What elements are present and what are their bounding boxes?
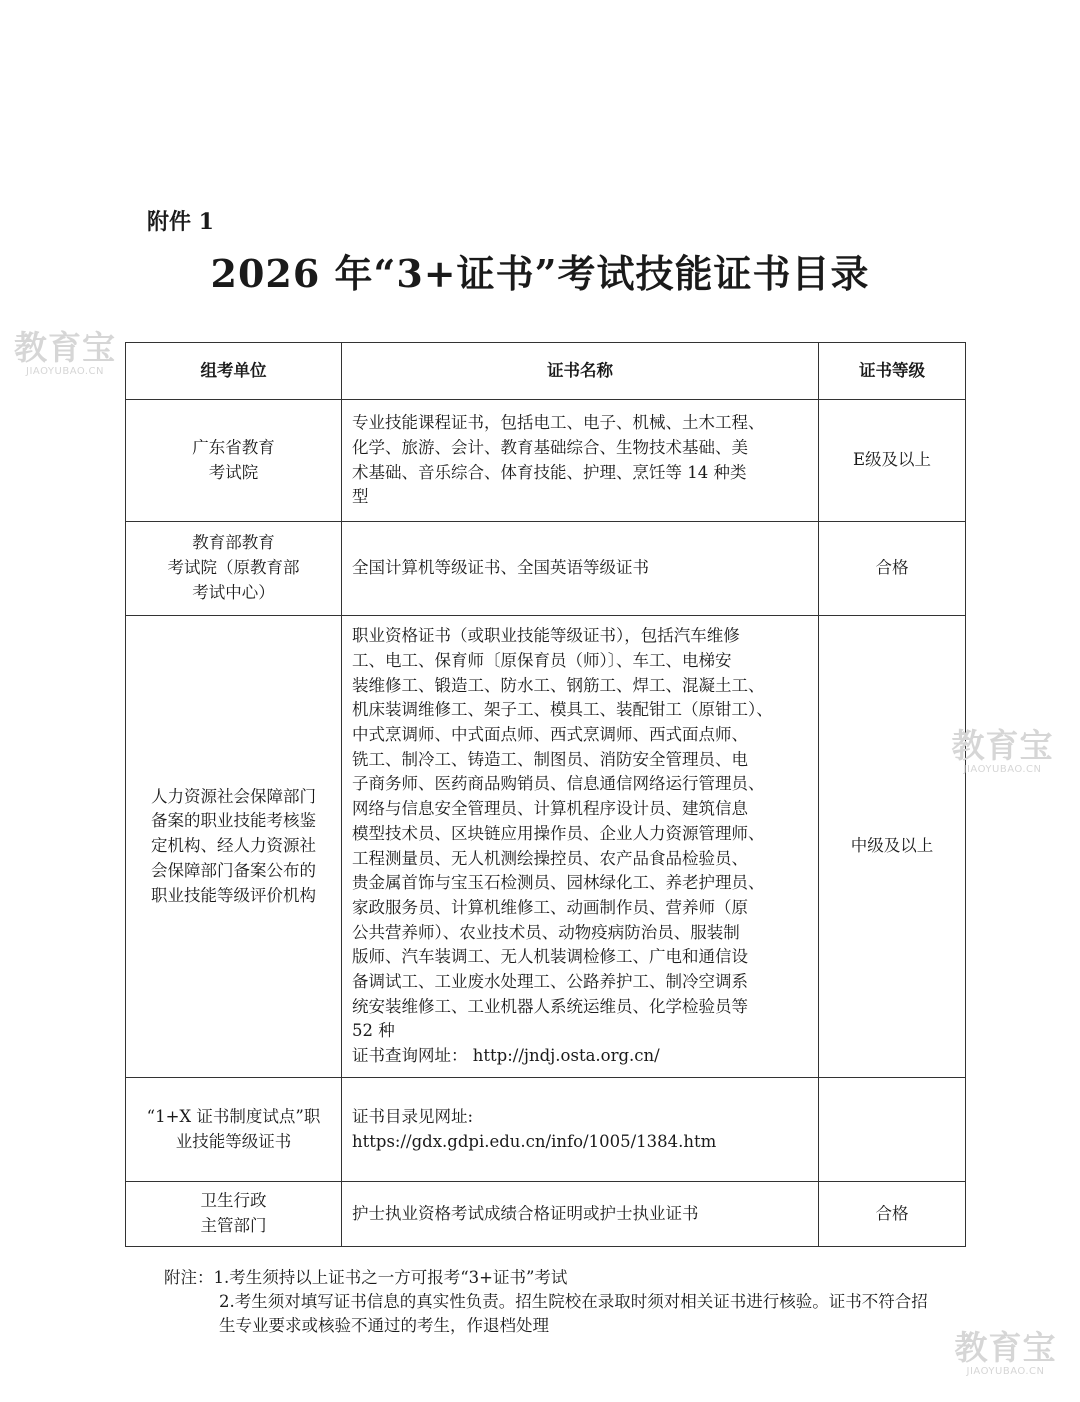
unit-line: 主管部门 [200,1216,267,1235]
unit-line: 教育部教育 [192,533,275,553]
cert-name-cell [342,1182,819,1247]
unit-line: 备案的职业技能考核鉴 [151,811,316,831]
unit-cell [126,616,342,1078]
watermark-logo [940,728,1065,776]
certificate-table [125,342,966,1247]
table-row [126,1182,966,1247]
watermark-logo [0,330,130,378]
cert-name-cell [342,522,819,616]
cert-level-cell: 中级及以上 [819,616,966,1078]
cert-name-line: 工程测量员、无人机测绘操控员、农产品食品检验员、 [352,848,748,868]
cert-name-line: 型 [352,487,369,507]
cert-name-cell [342,400,819,522]
watermark-domain: JIAOYUBAO.CN [966,1366,1045,1377]
cert-name-line: 中式烹调师、中式面点师、西式烹调师、西式面点师、 [352,724,748,744]
cert-name-line: 全国计算机等级证书、全国英语等级证书 [352,558,649,578]
attachment-label: 附件 1 [147,209,214,235]
cert-name-line: 统安装维修工、工业机器人系统运维员、化学检验员等 [352,996,748,1016]
unit-line: 卫生行政 [200,1191,267,1211]
unit-line: 考试中心） [192,582,275,602]
table-row [126,400,966,522]
cert-name-cell [342,616,819,1078]
cert-name-line: 术基础、音乐综合、体育技能、护理、烹饪等 14 种类 [352,462,747,482]
watermark-domain: JIAOYUBAO.CN [26,366,104,377]
cert-name-line: 机床装调维修工、架子工、模具工、装配钳工（原钳工）、 [352,700,773,720]
unit-line: 考试院 [208,462,259,482]
cert-catalog-url-line: https://gdx.gdpi.edu.cn/info/1005/1384.htm [352,1131,717,1151]
cert-query-url-line: 证书查询网址： http://jndj.osta.org.cn/ [352,1046,660,1066]
cert-name-line: 专业技能课程证书，包括电工、电子、机械、土木工程、 [352,413,765,433]
cert-level-cell: E级及以上 [819,400,966,522]
footnotes [164,1266,939,1338]
watermark-logo [943,1330,1068,1378]
cert-name-line: 备调试工、工业废水处理工、公路养护工、制冷空调系 [352,972,748,992]
cert-name-line: 52 种 [352,1021,395,1041]
unit-cell [126,522,342,616]
table-header-row [126,343,966,400]
cert-name-line: 版师、汽车装调工、无人机装调检修工、广电和通信设 [352,947,748,967]
cert-level-cell: 合格 [819,522,966,616]
cert-name-line: 工、电工、保育师〔原保育员（师）〕、车工、电梯安 [352,650,732,670]
cert-name-line: 贵金属首饰与宝玉石检测员、园林绿化工、养老护理员、 [352,873,765,893]
watermark-text: 教育宝 [951,726,1054,765]
cert-name-cell [342,1078,819,1182]
unit-line: 职业技能等级评价机构 [151,885,316,905]
unit-line: 考试院（原教育部 [167,558,300,578]
unit-cell [126,1078,342,1182]
cert-name-line: 公共营养师）、农业技术员、动物疫病防治员、服装制 [352,922,740,942]
cert-name-line: 装维修工、锻造工、防水工、钢筋工、焊工、混凝土工、 [352,675,765,695]
document-title: 2026 年“3+证书”考试技能证书目录 [210,251,870,296]
cert-name-line: 网络与信息安全管理员、计算机程序设计员、建筑信息 [352,799,748,819]
cert-name-line: 模型技术员、区块链应用操作员、企业人力资源管理师、 [352,823,765,843]
column-header-unit: 组考单位 [126,343,342,400]
unit-line: 广东省教育 [192,437,275,457]
cert-name-line: 家政服务员、计算机维修工、动画制作员、营养师（原 [352,897,748,917]
cert-name-line: 护士执业资格考试成绩合格证明或护士执业证书 [352,1203,699,1223]
cert-name-line: 证书目录见网址: [352,1106,474,1126]
unit-cell [126,400,342,522]
watermark-text: 教育宝 [14,328,116,367]
watermark-text: 教育宝 [954,1328,1057,1367]
unit-line: 定机构、经人力资源社 [151,836,316,856]
footnote-2: 2.考生须对填写证书信息的真实性负责。招生院校在录取时须对相关证书进行核验。证书不符合招生专业要求或核验不通过的考生，作退档处理 [219,1292,928,1335]
column-header-cert-level: 证书等级 [819,343,966,400]
table-row [126,1078,966,1182]
cert-level-cell [819,1078,966,1182]
table-row [126,616,966,1078]
watermark-domain: JIAOYUBAO.CN [963,764,1042,775]
cert-name-line: 化学、旅游、会计、教育基础综合、生物技术基础、美 [352,437,748,457]
cert-level-cell: 合格 [819,1182,966,1247]
unit-line: 业技能等级证书 [175,1131,292,1151]
footnote-1: 附注：1.考生须持以上证书之一方可报考“3+证书”考试 [164,1268,568,1287]
unit-line: 人力资源社会保障部门 [151,786,316,806]
cert-name-line: 子商务师、医药商品购销员、信息通信网络运行管理员、 [352,774,765,794]
unit-line: 会保障部门备案公布的 [151,860,316,880]
cert-name-line: 职业资格证书（或职业技能等级证书），包括汽车维修 [352,626,740,646]
unit-cell [126,1182,342,1247]
table-row [126,522,966,616]
unit-line: “1+X 证书制度试点”职 [146,1106,321,1126]
cert-name-line: 铣工、制冷工、铸造工、制图员、消防安全管理员、电 [352,749,748,769]
column-header-cert-name: 证书名称 [342,343,819,400]
